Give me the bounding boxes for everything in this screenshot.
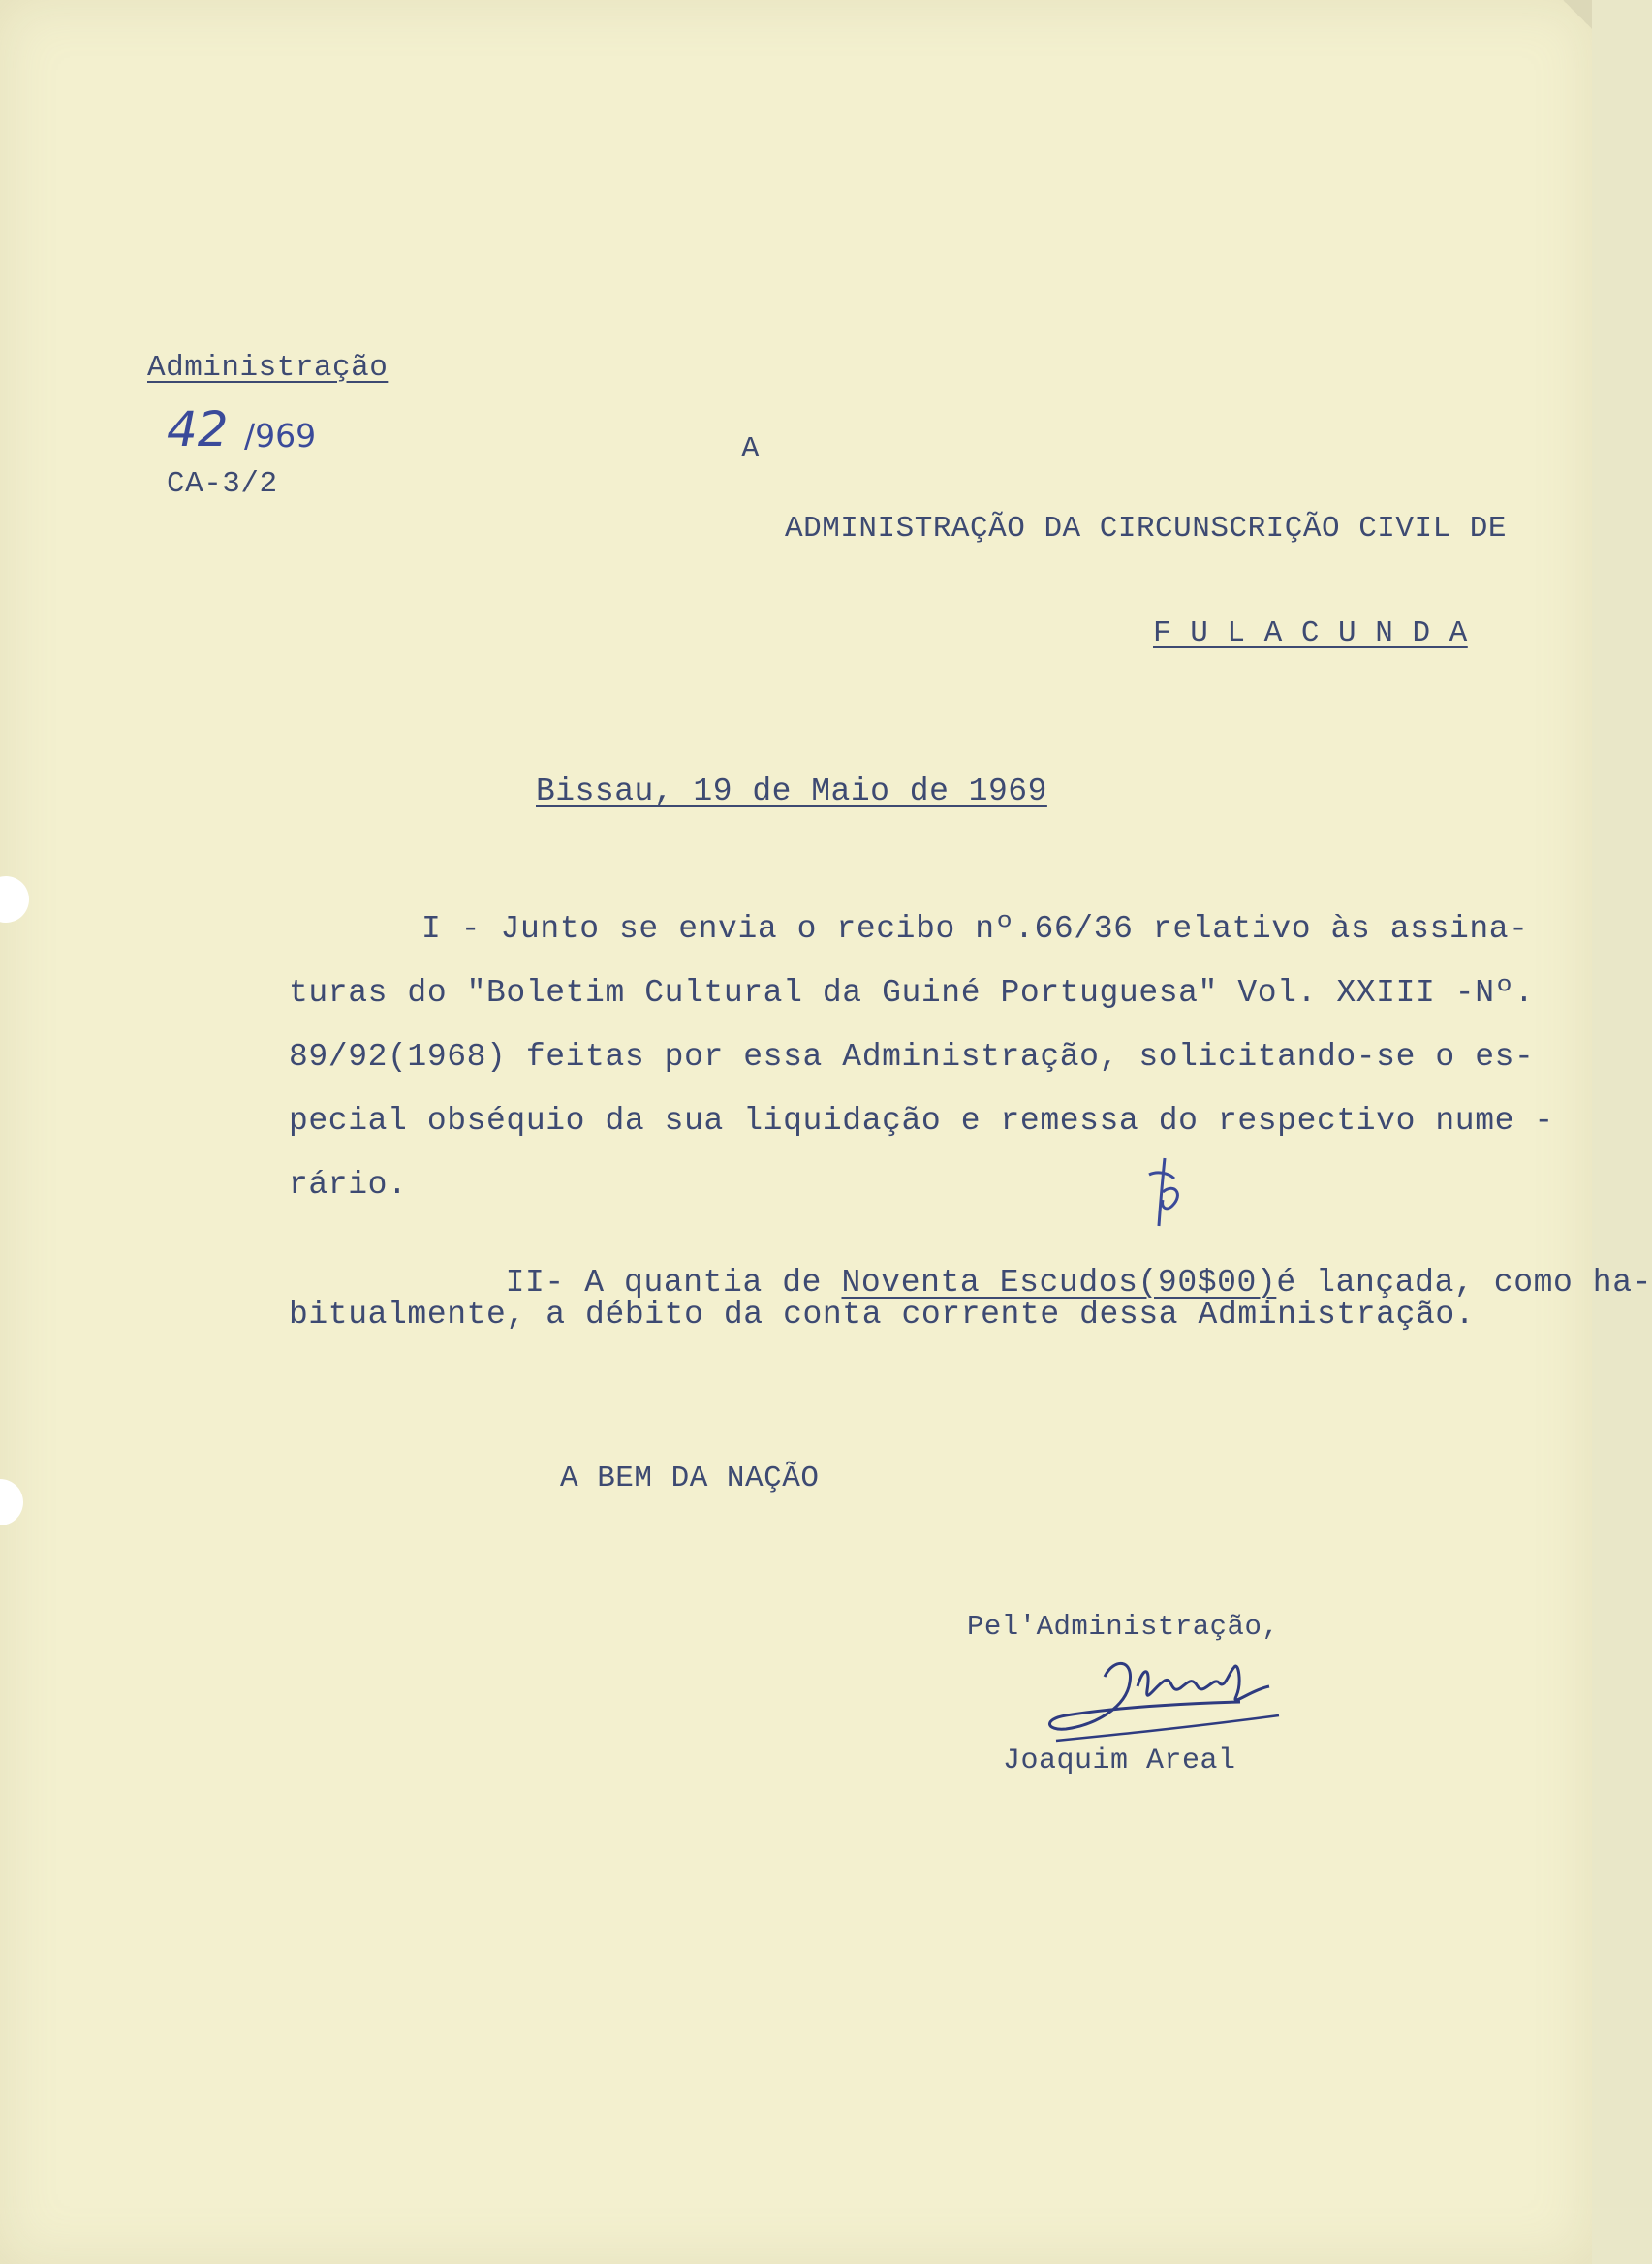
paragraph2-prefix: II- A quantia de — [505, 1265, 842, 1301]
department-label: Administração — [147, 351, 389, 385]
paragraph1-line3: 89/92(1968) feitas por essa Administração, solicitando-se o es- — [289, 1039, 1535, 1075]
handwritten-reference-number: 42 — [167, 401, 229, 457]
date-line: Bissau, 19 de Maio de 1969 — [536, 773, 1047, 809]
file-code: CA-3/2 — [167, 467, 278, 501]
punch-hole-top — [0, 876, 29, 923]
paragraph2-amount: Noventa Escudos(90$00) — [841, 1265, 1277, 1301]
paragraph1-line1: I - Junto se envia o recibo nº.66/36 relativo às assina- — [421, 911, 1529, 947]
signature-for-label: Pel'Administração, — [967, 1611, 1280, 1643]
paragraph1-line4: pecial obséquio da sua liquidação e remessa do respectivo nume - — [289, 1103, 1554, 1139]
paragraph2-rest: é lançada, como ha- — [1276, 1265, 1652, 1301]
handwritten-signature — [1037, 1648, 1298, 1754]
signatory-name: Joaquim Areal — [1003, 1745, 1236, 1777]
paragraph1-line5: rário. — [289, 1167, 408, 1203]
paragraph1-line2: turas do "Boletim Cultural da Guiné Portuguesa" Vol. XXIII -Nº. — [289, 975, 1535, 1011]
punch-hole-bottom — [0, 1479, 23, 1525]
paragraph2-line2: bitualmente, a débito da conta corrente dessa Administração. — [289, 1297, 1476, 1333]
closing-salutation: A BEM DA NAÇÃO — [560, 1462, 820, 1495]
folded-corner — [1563, 0, 1592, 29]
reference-year: /969 — [244, 417, 317, 455]
handwritten-initials-mark — [1136, 1153, 1194, 1231]
recipient-prefix: A — [741, 432, 761, 466]
recipient-office: ADMINISTRAÇÃO DA CIRCUNSCRIÇÃO CIVIL DE — [785, 512, 1508, 546]
recipient-locality: F U L A C U N D A — [1153, 616, 1468, 650]
